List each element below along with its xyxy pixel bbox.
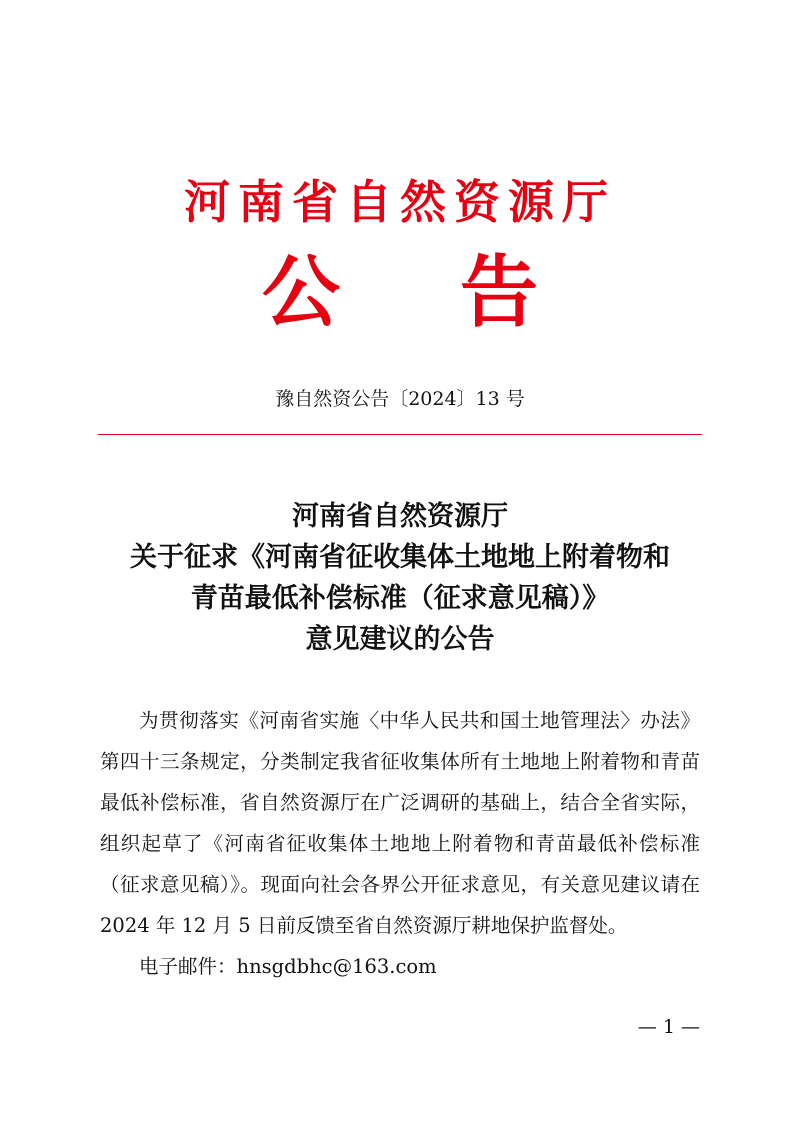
notice-body [100, 700, 700, 987]
title-line-1: 河南省自然资源厅 [292, 501, 508, 532]
page-number: — 1 — [637, 1016, 700, 1038]
title-line-2: 关于征求《河南省征收集体土地地上附着物和 [130, 542, 670, 573]
title-line-4: 意见建议的公告 [305, 624, 495, 655]
notice-title [60, 496, 740, 660]
red-divider-line [98, 434, 702, 435]
organization-header: 河南省自然资源厅 [184, 175, 616, 229]
document-number: 豫自然资公告〔2024〕13 号 [275, 388, 525, 410]
email-line [100, 946, 700, 987]
notice-heading: 公告 [261, 247, 658, 338]
email-address[interactable]: hnsgdbhc@163.com [236, 955, 437, 978]
title-line-3: 青苗最低补偿标准（征求意见稿）》 [190, 583, 610, 614]
email-label: 电子邮件： [139, 955, 237, 978]
body-paragraph: 为贯彻落实《河南省实施〈中华人民共和国土地管理法〉办法》第四十三条规定，分类制定我省征收集体所有土地地上附着物和青苗最低补偿标准，省自然资源厅在广泛调研的基础上，结合全省实际，组织起草了《河南省征收集体土地地上附着物和青苗最低补偿标准（征求意见稿）》。现面向社会各界公开征求意见，有关意见建议请在 2024 年 12 月 5 日前反馈至省自然资源厅耕地保护监督处。 [100, 709, 700, 937]
